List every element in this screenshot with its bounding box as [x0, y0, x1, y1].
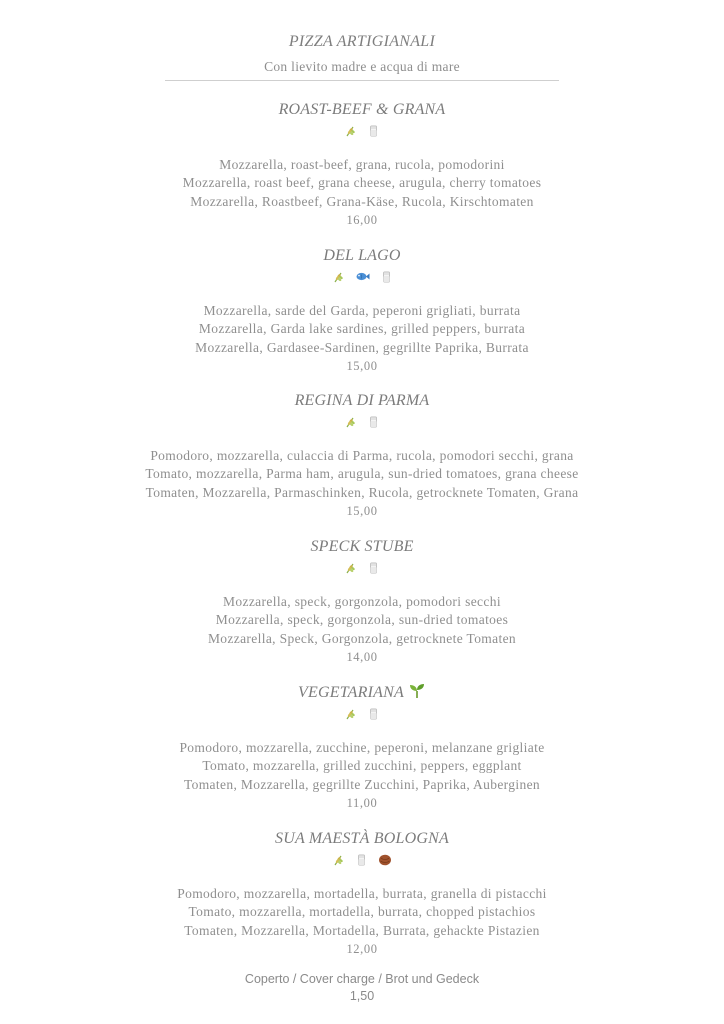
milk-icon [367, 561, 380, 574]
menu-item-roast-beef-grana [0, 99, 724, 229]
item-name-row [0, 682, 724, 704]
item-name: SUA MAESTÀ BOLOGNA [275, 830, 449, 847]
wheat-icon [344, 124, 357, 137]
description-it: Pomodoro, mozzarella, culaccia di Parma, rucola, pomodori secchi, grana [150, 448, 574, 463]
fish-icon [355, 270, 370, 283]
title-divider [165, 80, 559, 81]
item-price: 11,00 [346, 795, 378, 810]
description-de: Tomaten, Mozzarella, gegrillte Zucchini, Paprika, Auberginen [183, 776, 541, 792]
description-it: Mozzarella, sarde del Garda, peperoni grigliati, burrata [203, 303, 521, 318]
nut-icon [378, 853, 392, 866]
item-name: ROAST-BEEF & GRANA [278, 101, 446, 118]
menu-item-vegetariana [0, 682, 724, 812]
wheat-icon [344, 561, 357, 574]
description-it: Pomodoro, mozzarella, zucchine, peperoni, melanzane grigliate [179, 740, 545, 755]
menu-item-del-lago [0, 245, 724, 375]
vegetarian-sprout-icon [408, 683, 426, 699]
milk-icon [367, 415, 380, 428]
cover-charge [0, 971, 724, 1005]
item-price: 14,00 [346, 649, 378, 664]
description-en: Tomato, mozzarella, grilled zucchini, peppers, eggplant [202, 758, 522, 774]
description-de: Mozzarella, Roastbeef, Grana-Käse, Rucola, Kirschtomaten [190, 193, 534, 209]
description-en: Mozzarella, speck, gorgonzola, sun-dried tomatoes [215, 612, 509, 628]
cover-charge-label: Coperto / Cover charge / Brot und Gedeck [244, 972, 480, 986]
milk-icon [380, 270, 393, 283]
item-name: DEL LAGO [323, 247, 401, 264]
milk-icon [367, 707, 380, 720]
menu-item-sua-maesta-bologna [0, 828, 724, 958]
description-de: Mozzarella, Gardasee-Sardinen, gegrillte Paprika, Burrata [195, 339, 529, 355]
allergen-icons [0, 413, 724, 429]
milk-icon [367, 124, 380, 137]
description-it: Mozzarella, speck, gorgonzola, pomodori secchi [223, 594, 501, 609]
description-de: Tomaten, Mozzarella, Mortadella, Burrata, gehackte Pistazien [184, 922, 540, 938]
menu-item-regina-di-parma [0, 390, 724, 520]
description-en: Mozzarella, roast beef, grana cheese, arugula, cherry tomatoes [182, 175, 542, 191]
description-en: Mozzarella, Garda lake sardines, grilled peppers, burrata [198, 321, 526, 337]
milk-icon [355, 853, 368, 866]
cover-charge-price: 1,50 [349, 989, 375, 1003]
description-de: Tomaten, Mozzarella, Parmaschinken, Rucola, getrocknete Tomaten, Grana [145, 484, 579, 500]
wheat-icon [332, 270, 345, 283]
wheat-icon [344, 415, 357, 428]
allergen-icons [0, 851, 724, 867]
item-name: REGINA DI PARMA [294, 392, 430, 409]
item-name: VEGETARIANA [298, 684, 404, 701]
allergen-icons [0, 122, 724, 138]
description-it: Mozzarella, roast-beef, grana, rucola, pomodorini [219, 157, 505, 172]
allergen-icons [0, 705, 724, 721]
description-it: Pomodoro, mozzarella, mortadella, burrata, granella di pistacchi [177, 886, 547, 901]
item-price: 15,00 [346, 358, 378, 373]
page-title: PIZZA ARTIGIANALI [288, 33, 436, 50]
allergen-icons [0, 559, 724, 575]
page-subtitle: Con lievito madre e acqua di mare [264, 59, 460, 74]
allergen-icons [0, 268, 724, 284]
description-de: Mozzarella, Speck, Gorgonzola, getrocknete Tomaten [207, 630, 517, 646]
menu-item-speck-stube [0, 536, 724, 666]
wheat-icon [344, 707, 357, 720]
description-en: Tomato, mozzarella, Parma ham, arugula, sun-dried tomatoes, grana cheese [145, 466, 579, 482]
item-price: 12,00 [346, 941, 378, 956]
description-en: Tomato, mozzarella, mortadella, burrata, chopped pistachios [188, 904, 536, 920]
item-price: 16,00 [346, 212, 378, 227]
wheat-icon [332, 853, 345, 866]
item-name: SPECK STUBE [310, 538, 414, 555]
item-price: 15,00 [346, 503, 378, 518]
